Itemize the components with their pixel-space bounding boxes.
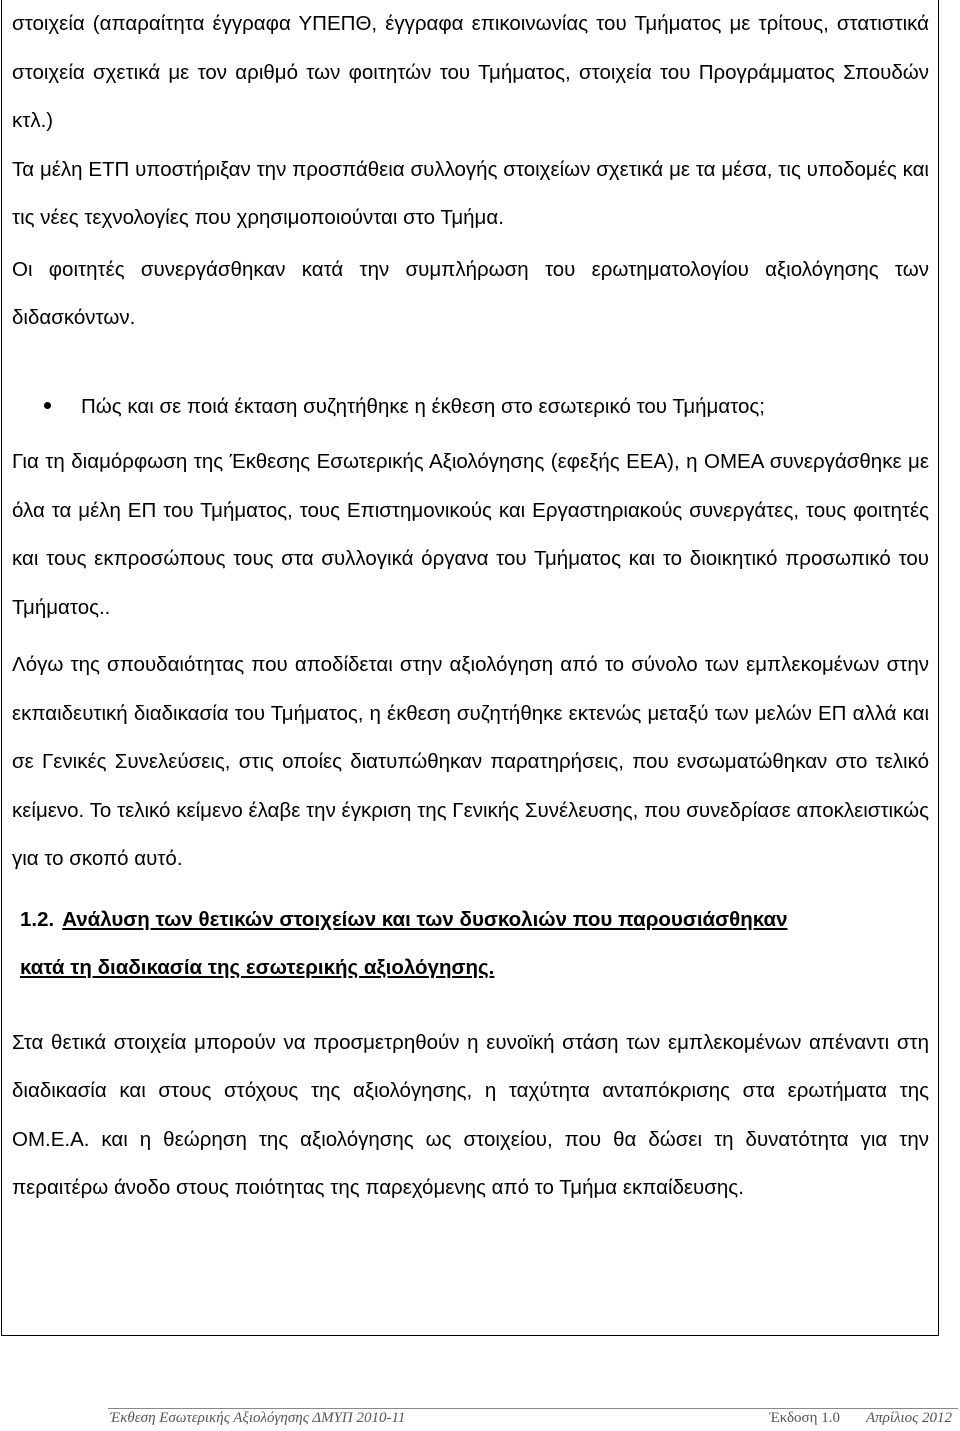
paragraph-sources: στοιχεία (απαραίτητα έγγραφα ΥΠΕΠΘ, έγγραφα επικοινωνίας του Τμήματος με τρίτους, στατιστικά στοιχεία σχετικά με τον αριθμό των φοιτητών του Τμήματος, στοιχεία του Προγράμματος Σπουδών κτλ.) xyxy=(12,12,929,132)
paragraph-students: Οι φοιτητές συνεργάσθηκαν κατά την συμπλήρωση του ερωτηματολογίου αξιολόγησης των διδασκόντων. xyxy=(12,257,929,329)
paragraph-importance: Λόγω της σπουδαιότητας που αποδίδεται στην αξιολόγηση από το σύνολο των εμπλεκομένων στην εκπαιδευτική διαδικασία του Τμήματος, η έκθεση συζητήθηκε εκτενώς μεταξύ των μελών ΕΠ αλλά και σε Γενικές Συνελεύσεις, στις οποίες διατυπώθηκαν παρατηρήσεις, που ενσωματώθηκαν στο τελικό κείμενο. Το τελικό κείμενο έλαβε την έγκριση της Γενικής Συνέλευσης, που συνεδρίασε αποκλειστικώς για το σκοπό αυτό. xyxy=(12,653,929,870)
section-heading xyxy=(20,896,929,945)
paragraph-positive: Στα θετικά στοιχεία μπορούν να προσμετρηθούν η ευνοϊκή στάση των εμπλεκομένων απέναντι στη διαδικασία και στους στόχους της αξιολόγησης, η ταχύτητα ανταπόκρισης στα ερωτήματα της ΟΜ.Ε.Α. και η θεώρηση της αξιολόγησης ως στοιχείου, που θα δώσει τη δυνατότητα για την περαιτέρω άνοδο στους ποιότητας της παρεχόμενης από το Τμήμα εκπαίδευσης. xyxy=(12,1030,929,1199)
page-footer xyxy=(0,1408,960,1431)
section-number: 1.2. xyxy=(20,907,55,931)
footer-edition: Έκδοση 1.0 xyxy=(769,1410,840,1426)
bullet-question xyxy=(12,383,929,432)
section-title-line2: κατά τη διαδικασία της εσωτερικής αξιολόγησης. xyxy=(20,956,495,979)
footer-edition-date xyxy=(769,1410,952,1427)
bullet-question-text: Πώς και σε ποιά έκταση συζητήθηκε η έκθεση στο εσωτερικό του Τμήματος; xyxy=(81,394,766,418)
document-body xyxy=(12,0,929,1213)
footer-report-title: Έκθεση Εσωτερικής Αξιολόγησης ΔΜΥΠ 2010-11 xyxy=(110,1410,406,1426)
footer-month: Απρίλιος 2012 xyxy=(865,1410,952,1426)
paragraph-formation: Για τη διαμόρφωση της Έκθεσης Εσωτερικής Αξιολόγησης (εφεξής ΕΕΑ), η ΟΜΕΑ συνεργάσθηκε με όλα τα μέλη ΕΠ του Τμήματος, τους Επιστημονικούς και Εργαστηριακούς συνεργάτες, τους φοιτητές και τους εκπροσώπους τους στα συλλογικά όργανα του Τμήματος και το διοικητικό προσωπικό του Τμήματος.. xyxy=(12,450,929,619)
bullet-icon xyxy=(12,383,81,432)
section-title-line1: Ανάλυση των θετικών στοιχείων και των δυσκολιών που παρουσιάσθηκαν xyxy=(62,907,788,931)
footer-divider xyxy=(108,1408,958,1409)
section-heading-line2 xyxy=(20,944,929,993)
paragraph-etp: Τα μέλη ΕΤΠ υποστήριξαν την προσπάθεια συλλογής στοιχείων σχετικά με τα μέσα, τις υποδομές και τις νέες τεχνολογίες που χρησιμοποιούνται στο Τμήμα. xyxy=(12,157,929,229)
